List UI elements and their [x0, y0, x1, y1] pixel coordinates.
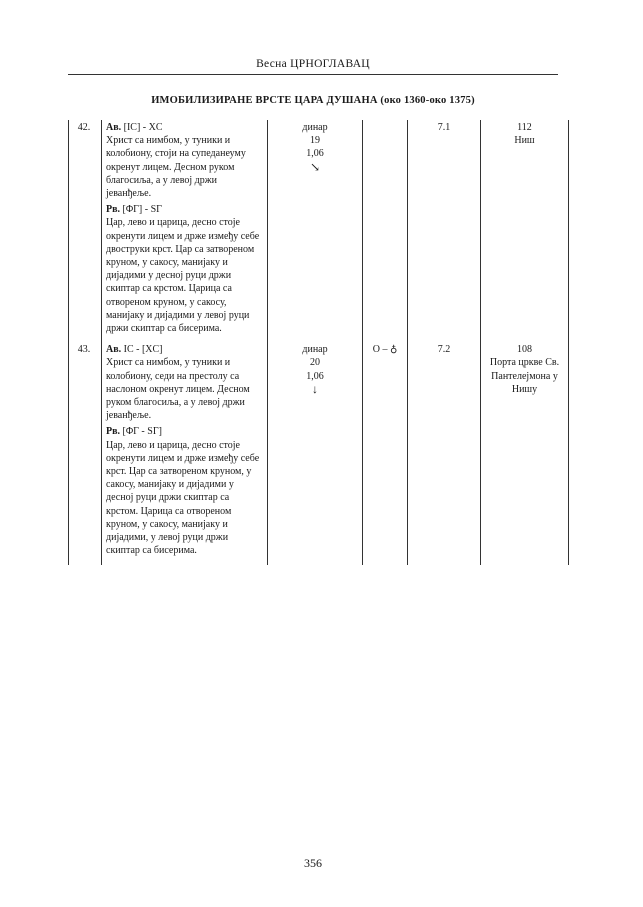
- reverse-block: [106, 425, 263, 557]
- reference-cell: 7.1: [408, 120, 481, 342]
- weight-a: 19: [310, 135, 320, 147]
- catalogue-number: 43.: [69, 342, 102, 564]
- metrology-cell: [268, 342, 363, 564]
- obverse-legend: IC - [XC]: [121, 344, 163, 356]
- reference-cell: 7.2: [408, 342, 481, 564]
- weight-b: 1,06: [306, 370, 324, 382]
- metrology-cell: [268, 120, 363, 342]
- find-cell: [481, 120, 569, 342]
- obverse-label: Ав.: [106, 122, 122, 133]
- header-rule: [68, 74, 558, 75]
- reverse-label: Рв.: [106, 204, 121, 216]
- section-title: ИМОБИЛИЗИРАНЕ ВРСТЕ ЦАРА ДУШАНА (око 1360-око 1375): [151, 95, 475, 106]
- obverse-block: [106, 121, 263, 200]
- weight-a: 20: [310, 357, 320, 369]
- reverse-label: Рв.: [106, 426, 121, 438]
- find-number: 108: [517, 344, 532, 356]
- find-place: Порта цркве Св. Пантелејмона у Нишу: [489, 357, 560, 395]
- reverse-block: [106, 203, 263, 335]
- reverse-text: Цар, лево и царица, десно стоје окренути лицем и држе између себе крст. Цар са затвореном круном, у сакосу, манијаку и дијадими у десној руци држи скиптар са крстом. Царица са отвореном круном, у сакосу, манијаку и дијадими, у левој руци држи скиптар са бисерима.: [106, 439, 260, 557]
- obverse-label: Ав.: [106, 344, 122, 356]
- obverse-legend: [IC] - XC: [121, 122, 163, 133]
- obverse-block: [106, 343, 263, 422]
- die-axis-arrow-icon: ↓: [312, 381, 318, 396]
- obverse-text: Христ са нимбом, у туники и колобиону, стоји на супеданеуму окренут лицем. Десном руком благосиља, а у левој држи јеванђеље.: [106, 135, 246, 200]
- die-axis-arrow-icon: ↘: [309, 159, 321, 174]
- find-cell: [481, 342, 569, 564]
- reverse-legend: [ΦΓ - ЅΓ]: [120, 426, 162, 438]
- denomination: динар: [302, 122, 328, 133]
- marks-cell: О – ♁: [363, 342, 408, 564]
- catalogue-number: 42.: [69, 120, 102, 342]
- obverse-text: Христ са нимбом, у туники и колобиону, седи на престолу са наслоном окренут лицем. Десном руком благосиља, а у левој држи јеванђеље.: [106, 357, 250, 422]
- marks-cell: [363, 120, 408, 342]
- reverse-text: Цар, лево и царица, десно стоје окренути лицем и држе између себе двоструки крст. Цар са затвореном круном, у сакосу, манијаку и дијадими у десној руци држи скиптар са крстом. Царица са отвореном круном, у сакосу, манијаку и дијадими у левој руци држи скиптар са бисерима.: [106, 217, 260, 335]
- table-row: [69, 342, 569, 564]
- denomination: динар: [302, 344, 328, 356]
- page-number: 356: [304, 856, 322, 870]
- find-place: Ниш: [514, 135, 535, 147]
- running-head: Весна ЦРНОГЛАВАЦ: [256, 58, 370, 70]
- reverse-legend: [ΦΓ] - ЅΓ: [120, 204, 162, 216]
- find-number: 112: [517, 122, 532, 133]
- table-row: [69, 120, 569, 342]
- coin-catalogue-table: [68, 120, 569, 565]
- coin-description: [102, 342, 268, 564]
- weight-b: 1,06: [306, 148, 324, 160]
- coin-description: [102, 120, 268, 342]
